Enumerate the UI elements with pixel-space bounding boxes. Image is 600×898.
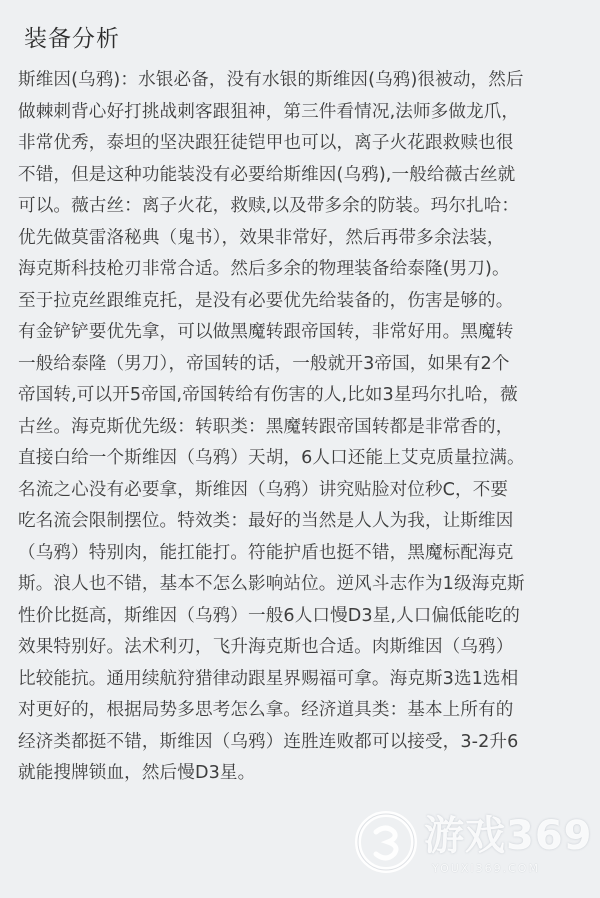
text-line: 古丝。海克斯优先级：转职类：黑魔转跟帝国转都是非常香的， (18, 416, 514, 437)
text-line: 不错，但是这种功能装没有必要给斯维因(乌鸦),一般给薇古丝就 (18, 164, 516, 185)
text-line: 斯维因(乌鸦)：水银必备，没有水银的斯维因(乌鸦)很被动，然后 (18, 70, 524, 90)
text-line: 性价比挺高，斯维因（乌鸦）一般6人口慢D3星,人口偏低能吃的 (18, 605, 520, 626)
text-line: 非常优秀，泰坦的坚决跟狂徒铠甲也可以，离子火花跟救赎也很 (18, 133, 514, 153)
text-line: 有金铲铲要优先拿，可以做黑魔转跟帝国转，非常好用。黑魔转 (18, 322, 514, 342)
text-line: 海克斯科技枪刃非常合适。然后多余的物理装备给泰隆(男刀)。 (18, 259, 510, 279)
text-line: 名流之心没有必要拿，斯维因（乌鸦）讲究贴脸对位秒C，不要 (18, 479, 509, 500)
watermark-brand-text: 游戏369 (424, 813, 593, 859)
circled-3-logo-icon (354, 810, 418, 874)
text-line: 斯。浪人也不错，基本不怎么影响站位。逆风斗志作为1级海克斯 (18, 574, 525, 594)
text-line: 经济类都挺不错，斯维因（乌鸦）连胜连败都可以接受，3-2升6 (18, 731, 519, 752)
text-line: 至于拉克丝跟维克托，是没有必要优先给装备的，伤害是够的。 (18, 290, 514, 311)
text-line: 帝国转,可以开5帝国,帝国转给有伤害的人,比如3星玛尔扎哈，薇 (18, 385, 518, 405)
text-line: 吃名流会限制摆位。特效类：最好的当然是人人为我，让斯维因 (18, 511, 514, 531)
text-line: 做棘刺背心好打挑战刺客跟狙神，第三件看情况,法师多做龙爪， (18, 101, 520, 122)
article-body (18, 65, 588, 790)
text-line: 一般给泰隆（男刀），帝国转的话，一般就开3帝国，如果有2个 (18, 353, 510, 374)
watermark (354, 802, 594, 894)
text-line: 可以。薇古丝：离子火花，救赎,以及带多余的防装。玛尔扎哈： (18, 196, 520, 216)
text-line: 比较能抗。通用续航狩猎律动跟星界赐福可拿。海克斯3选1选相 (18, 668, 519, 689)
watermark-domain-text: YOUXI369.COM (432, 862, 540, 875)
text-line: 效果特别好。法术利刃，飞升海克斯也合适。肉斯维因（乌鸦） (18, 637, 514, 657)
text-line: 就能搜牌锁血，然后慢D3星。 (18, 763, 256, 783)
text-line: （乌鸦）特别肉，能扛能打。符能护盾也挺不错，黑魔标配海克 (18, 542, 514, 563)
page-title: 装备分析 (24, 26, 120, 52)
text-line: 对更好的，根据局势多思考怎么拿。经济道具类：基本上所有的 (18, 700, 514, 720)
text-line: 直接白给一个斯维因（乌鸦）天胡，6人口还能上艾克质量拉满。 (18, 448, 525, 468)
text-line: 优先做莫雷洛秘典（鬼书），效果非常好，然后再带多余法装， (18, 227, 505, 248)
